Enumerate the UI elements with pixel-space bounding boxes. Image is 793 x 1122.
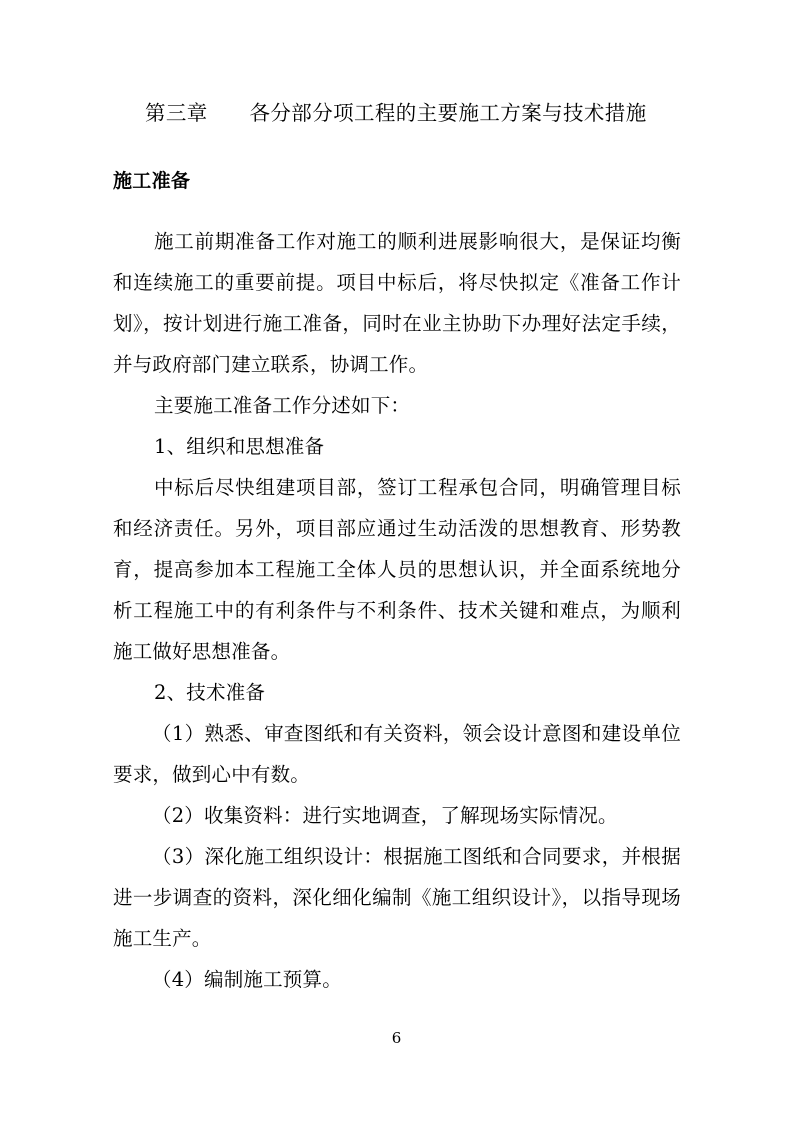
paragraph-sub-item-2: （2）收集资料：进行实地调查，了解现场实际情况。 bbox=[152, 804, 618, 827]
paragraph-item-1-body: 中标后尽快组建项目部，签订工程承包合同，明确管理目标和经济责任。另外，项目部应通过生动活泼的思想教育、形势教育，提高参加本工程施工全体人员的思想认识，并全面系统地分析工程施工中的有利条件与不利条件、技术关键和难点，为顺利施工做好思想准备。 bbox=[113, 476, 681, 663]
paragraph-item-1-title: 1、组织和思想准备 bbox=[154, 435, 325, 458]
paragraph-intro: 施工前期准备工作对施工的顺利进展影响很大，是保证均衡和连续施工的重要前提。项目中标后，将尽快拟定《准备工作计划》，按计划进行施工准备，同时在业主协助下办理好法定手续，并与政府部门建立联系，协调工作。 bbox=[113, 230, 681, 376]
paragraph-sub-item-4: （4）编制施工预算。 bbox=[152, 968, 342, 991]
paragraph-lead-in: 主要施工准备工作分述如下： bbox=[154, 394, 411, 417]
paragraph-item-2-title: 2、技术准备 bbox=[154, 681, 266, 704]
page-number: 6 bbox=[391, 1029, 402, 1047]
chapter-title: 第三章 各分部分项工程的主要施工方案与技术措施 bbox=[145, 101, 647, 125]
section-heading-construction-preparation: 施工准备 bbox=[113, 170, 191, 192]
page-content bbox=[113, 96, 681, 1000]
paragraph-sub-item-1: （1）熟悉、审查图纸和有关资料，领会设计意图和建设单位要求，做到心中有数。 bbox=[113, 722, 681, 786]
paragraph-sub-item-3: （3）深化施工组织设计：根据施工图纸和合同要求，并根据进一步调查的资料，深化细化编制《施工组织设计》，以指导现场施工生产。 bbox=[113, 845, 681, 950]
